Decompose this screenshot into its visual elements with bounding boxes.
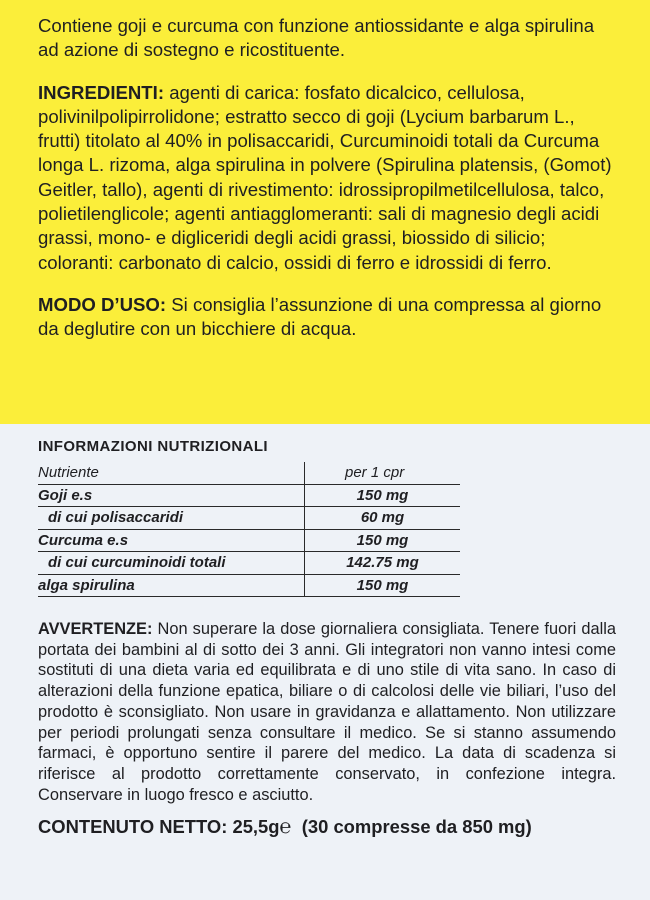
estimated-sign-icon: ℮ (279, 816, 292, 839)
ingredients-label: INGREDIENTI: (38, 81, 165, 103)
table-row (38, 552, 460, 575)
nutrient-value: 60 mg (305, 507, 461, 530)
table-row (38, 507, 460, 530)
table-row (38, 529, 460, 552)
header-nutrient: Nutriente (38, 462, 305, 484)
usage-paragraph (38, 293, 618, 342)
table-header-row (38, 462, 460, 484)
header-per-tablet: per 1 cpr (305, 462, 461, 484)
nutrient-name: alga spirulina (38, 574, 305, 597)
usage-text: Si consiglia l’assunzione di una compressa al giorno da deglutire con un bicchiere di acqua. (38, 293, 602, 340)
warnings-paragraph (38, 619, 616, 805)
nutrient-name: Curcuma e.s (38, 529, 305, 552)
nutrient-name: di cui polisaccaridi (38, 507, 305, 530)
nutrient-value: 150 mg (305, 529, 461, 552)
table-row (38, 484, 460, 507)
intro-text: Contiene goji e curcuma con funzione antiossidante e alga spirulina ad azione di sostegno e ricostituente. (38, 15, 595, 61)
nutrient-value: 142.75 mg (305, 552, 461, 575)
nutrient-value: 150 mg (305, 574, 461, 597)
warnings-label: AVVERTENZE: (38, 620, 153, 638)
usage-label: MODO D’USO: (38, 293, 167, 315)
nutrition-and-warnings-panel (0, 424, 650, 900)
warnings-text: Non superare la dose giornaliera consigliata. Tenere fuori dalla portata dei bambini al di sotto dei 3 anni. Gli integratori non vanno intesi come sostituti di una dieta varia ed equilibrata e di uno stile di vita sano. In caso di alterazioni della funzione epatica, biliare o di calcolosi delle vie biliari, l’uso del prodotto è sconsigliato. Non usare in gravidanza e allattamento. Non utilizzare per periodi prolungati senza consultare il medico. Se si stanno assumendo farmaci, è opportuno sentire il parere del medico. La data di scadenza si riferisce al prodotto correttamente conservato, in confezione integra. Conservare in luogo fresco e asciutto. (38, 620, 616, 804)
net-content-detail: (30 compresse da 850 mg) (301, 816, 532, 838)
nutrient-name: Goji e.s (38, 484, 305, 507)
net-content-label: CONTENUTO NETTO: 25,5g (38, 816, 280, 838)
net-content (38, 816, 618, 839)
nutrition-title: INFORMAZIONI NUTRIZIONALI (38, 438, 268, 455)
table-row (38, 574, 460, 597)
nutrition-table (38, 462, 460, 597)
ingredients-text: agenti di carica: fosfato dicalcico, cellulosa, polivinilpolipirrolidone; estratto secco di goji (Lycium barbarum L., frutti) titolato al 40% in polisaccaridi, Curcuminoidi totali da Curcuma longa L. rizoma, alga spirulina in polvere (Spirulina platensis, (Gomot) Geitler, tallo), agenti di rivestimento: idrossipropilmetilcellulosa, talco, polietilenglicole; agenti antiagglomeranti: sali di magnesio degli acidi grassi, mono- e digliceridi degli acidi grassi, biossido di silicio; coloranti: carbonato di calcio, ossidi di ferro e idrossidi di ferro. (38, 81, 612, 273)
nutrient-value: 150 mg (305, 484, 461, 507)
product-description-panel (0, 0, 650, 424)
ingredients-paragraph (38, 81, 618, 275)
nutrient-name: di cui curcuminoidi totali (38, 552, 305, 575)
